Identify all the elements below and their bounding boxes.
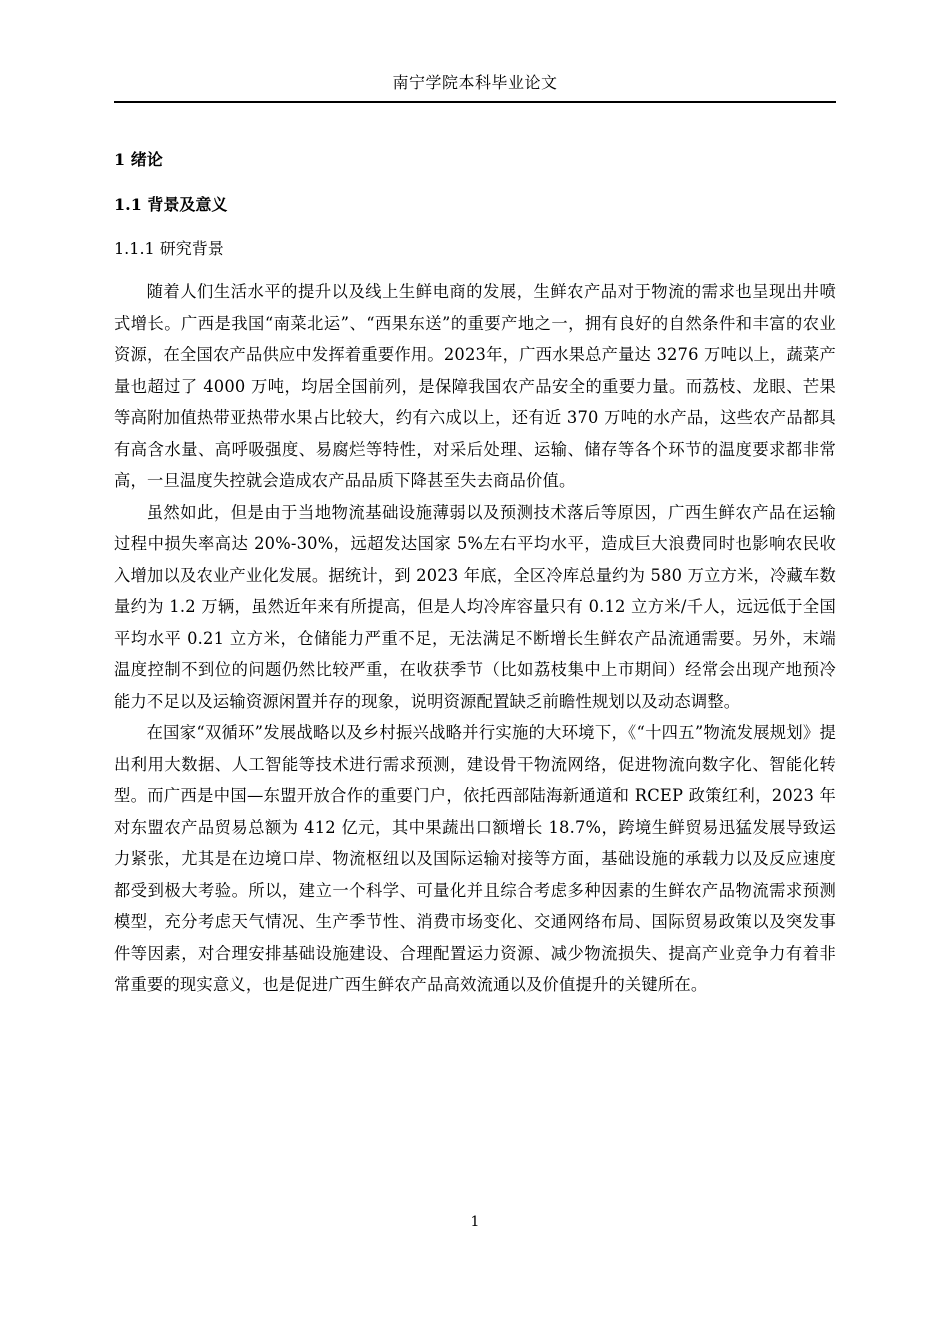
header-title: 南宁学院本科毕业论文 [392, 73, 558, 92]
chapter-heading: 1 绪论 [114, 150, 163, 169]
document-body [114, 144, 836, 1001]
paragraph-2: 虽然如此，但是由于当地物流基础设施薄弱以及预测技术落后等原因，广西生鲜农产品在运输过程中损失率高达 20%-30%，远超发达国家 5%左右平均水平，造成巨大浪费同时也影响农民收入增加以及农业产业化发展。据统计，到 2023 年底，全区冷库总量约为 580 万立方米，冷藏车数量约为 1.2 万辆，虽然近年来有所提高，但是人均冷库容量只有 0.12 立方米/千人，远远低于全国平均水平 0.21 立方米，仓储能力严重不足，无法满足不断增长生鲜农产品流通需要。另外，末端温度控制不到位的问题仍然比较严重，在收获季节（比如荔枝集中上市期间）经常会出现产地预冷能力不足以及运输资源闲置并存的现象，说明资源配置缺乏前瞻性规划以及动态调整。 [114, 502, 836, 711]
paragraph-1: 随着人们生活水平的提升以及线上生鲜电商的发展，生鲜农产品对于物流的需求也呈现出井喷式增长。广西是我国“南菜北运”、“西果东送”的重要产地之一，拥有良好的自然条件和丰富的农业资源，在全国农产品供应中发挥着重要作用。2023年，广西水果总产量达 3276 万吨以上，蔬菜产量也超过了 4000 万吨，均居全国前列，是保障我国农产品安全的重要力量。而荔枝、龙眼、芒果等高附加值热带亚热带水果占比较大，约有六成以上，还有近 370 万吨的水产品，这些农产品都具有高含水量、高呼吸强度、易腐烂等特性，对采后处理、运输、储存等各个环节的温度要求都非常高，一旦温度失控就会造成农产品品质下降甚至失去商品价值。 [114, 282, 836, 490]
paragraph-3: 在国家“双循环”发展战略以及乡村振兴战略并行实施的大环境下，《“十四五”物流发展规划》提出利用大数据、人工智能等技术进行需求预测，建设骨干物流网络，促进物流向数字化、智能化转型。而广西是中国—东盟开放合作的重要门户，依托西部陆海新通道和 RCEP 政策红利，2023 年对东盟农产品贸易总额为 412 亿元，其中果蔬出口额增长 18.7%，跨境生鲜贸易迅猛发展导致运力紧张，尤其是在边境口岸、物流枢纽以及国际运输对接等方面，基础设施的承载力以及反应速度都受到极大考验。所以，建立一个科学、可量化并且综合考虑多种因素的生鲜农产品物流需求预测模型，充分考虑天气情况、生产季节性、消费市场变化、交通网络布局、国际贸易政策以及突发事件等因素，对合理安排基础设施建设、合理配置运力资源、减少物流损失、提高产业竞争力有着非常重要的现实意义，也是促进广西生鲜农产品高效流通以及价值提升的关键所在。 [114, 723, 836, 994]
subsection-heading: 1.1.1 研究背景 [114, 239, 224, 258]
section-heading: 1.1 背景及意义 [114, 195, 228, 214]
page-header [114, 70, 836, 103]
page-number: 1 [470, 1214, 480, 1230]
